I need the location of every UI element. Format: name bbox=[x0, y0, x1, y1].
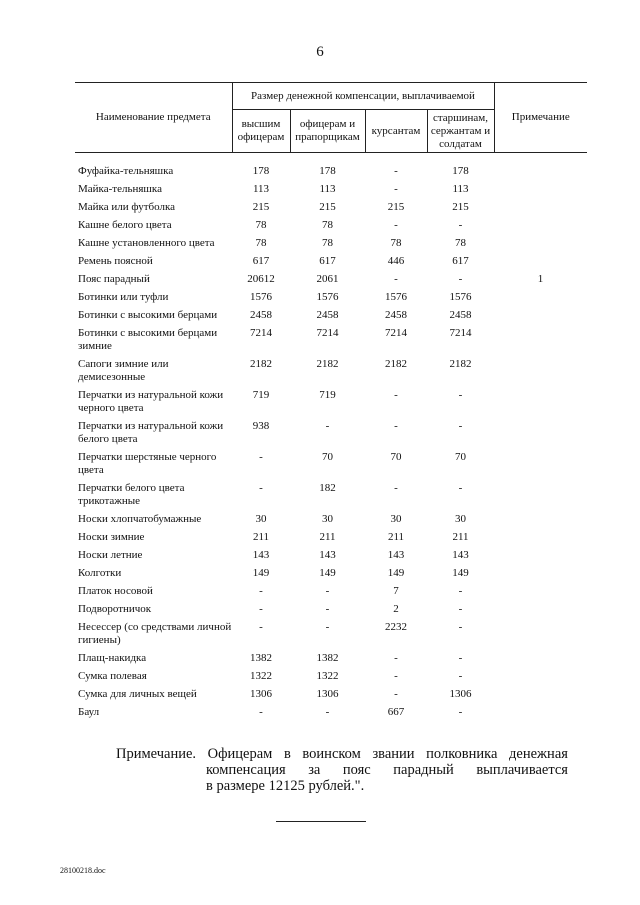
sergeants-soldiers-cell: - bbox=[458, 420, 463, 432]
senior-officers-cell: 143 bbox=[252, 549, 270, 561]
table-row bbox=[75, 567, 587, 585]
sergeants-soldiers-cell: - bbox=[458, 585, 463, 597]
cadets-cell: 446 bbox=[387, 255, 405, 267]
officers-warrant-cell: 143 bbox=[319, 549, 336, 561]
item-name-cell: Фуфайка-тельняшка bbox=[78, 165, 174, 177]
officers-warrant-cell: - bbox=[325, 706, 330, 718]
officers-warrant-cell: 2182 bbox=[316, 358, 339, 370]
senior-officers-cell: 2458 bbox=[250, 309, 272, 321]
officers-warrant-cell: 178 bbox=[319, 165, 336, 177]
officers-warrant-cell: 1576 bbox=[316, 291, 339, 303]
item-name-cell: Сумка для личных вещей bbox=[78, 688, 197, 700]
cadets-cell: - bbox=[394, 688, 398, 700]
table-row bbox=[75, 255, 587, 273]
officers-warrant-cell: 70 bbox=[322, 451, 333, 463]
item-name-cell: Носки хлопчатобумажные bbox=[78, 513, 202, 525]
note-cell bbox=[494, 389, 587, 420]
item-name-cell: Перчатки из натуральной кожи белого цвета bbox=[78, 420, 224, 445]
cadets-cell: - bbox=[394, 273, 398, 285]
senior-officers-cell: 1576 bbox=[250, 291, 272, 303]
cadets-cell: 70 bbox=[390, 451, 402, 463]
note-cell bbox=[494, 255, 587, 273]
officers-warrant-cell: 149 bbox=[319, 567, 336, 579]
cadets-cell: - bbox=[394, 183, 398, 195]
officers-warrant-cell: - bbox=[325, 603, 330, 615]
senior-officers-cell: 178 bbox=[252, 165, 270, 177]
cadets-cell: 149 bbox=[387, 567, 405, 579]
item-name-cell: Перчатки из натуральной кожи черного цвета bbox=[78, 389, 224, 414]
header-note: Примечание bbox=[494, 83, 587, 153]
footnote-word: за bbox=[308, 762, 321, 778]
item-name-cell: Сумка полевая bbox=[78, 670, 147, 682]
cadets-cell: 215 bbox=[387, 201, 405, 213]
table-row bbox=[75, 621, 587, 652]
cadets-cell: - bbox=[394, 389, 398, 401]
sergeants-soldiers-cell: 113 bbox=[452, 183, 469, 195]
table-row bbox=[75, 273, 587, 291]
footnote-word: парадный bbox=[393, 762, 454, 778]
officers-warrant-cell: - bbox=[325, 420, 330, 432]
item-name-cell: Кашне установленного цвета bbox=[78, 237, 215, 249]
senior-officers-cell: - bbox=[259, 482, 263, 494]
table-row bbox=[75, 706, 587, 724]
note-cell bbox=[494, 451, 587, 482]
page-number: 6 bbox=[316, 44, 324, 60]
table-row bbox=[75, 482, 587, 513]
officers-warrant-cell: 215 bbox=[319, 201, 336, 213]
table-body bbox=[75, 153, 587, 725]
cadets-cell: 78 bbox=[390, 237, 402, 249]
footnote-line-1 bbox=[116, 746, 568, 762]
cadets-cell: - bbox=[394, 670, 398, 682]
note-cell bbox=[494, 567, 587, 585]
item-name-cell: Ремень поясной bbox=[78, 255, 153, 267]
sergeants-soldiers-cell: 143 bbox=[452, 549, 469, 561]
sergeants-soldiers-cell: 1576 bbox=[449, 291, 472, 303]
cadets-cell: 2182 bbox=[385, 358, 407, 370]
cadets-cell: 7 bbox=[393, 585, 399, 597]
officers-warrant-cell: 617 bbox=[319, 255, 336, 267]
cadets-cell: 30 bbox=[390, 513, 402, 525]
sergeants-soldiers-cell: - bbox=[458, 652, 463, 664]
item-name-cell: Пояс парадный bbox=[78, 273, 150, 285]
table-row bbox=[75, 451, 587, 482]
cadets-cell: - bbox=[394, 482, 398, 494]
header-cadets: курсантам bbox=[365, 110, 427, 153]
table-row bbox=[75, 237, 587, 255]
table-row bbox=[75, 358, 587, 389]
note-cell: 1 bbox=[537, 273, 544, 285]
senior-officers-cell: - bbox=[259, 706, 263, 718]
item-name-cell: Майка или футболка bbox=[78, 201, 176, 213]
note-cell bbox=[494, 531, 587, 549]
header-senior-officers: высшим офицерам bbox=[232, 110, 290, 153]
cadets-cell: 211 bbox=[387, 531, 405, 543]
cadets-cell: 7214 bbox=[385, 327, 407, 339]
officers-warrant-cell: - bbox=[325, 585, 330, 597]
senior-officers-cell: 2182 bbox=[250, 358, 272, 370]
item-name-cell: Баул bbox=[78, 706, 100, 718]
item-name-cell: Майка-тельняшка bbox=[78, 183, 162, 195]
item-name-cell: Носки летние bbox=[78, 549, 143, 561]
senior-officers-cell: 78 bbox=[255, 219, 267, 231]
senior-officers-cell: 215 bbox=[252, 201, 270, 213]
senior-officers-cell: 113 bbox=[252, 183, 270, 195]
note-cell bbox=[494, 670, 587, 688]
note-cell bbox=[494, 603, 587, 621]
sergeants-soldiers-cell: - bbox=[458, 706, 463, 718]
note-cell bbox=[494, 585, 587, 603]
senior-officers-cell: 1306 bbox=[250, 688, 272, 700]
sergeants-soldiers-cell: 617 bbox=[452, 255, 469, 267]
senior-officers-cell: - bbox=[259, 603, 263, 615]
sergeants-soldiers-cell: 1306 bbox=[449, 688, 472, 700]
footnote-word: компенсация bbox=[206, 762, 286, 778]
note-cell bbox=[494, 183, 587, 201]
sergeants-soldiers-cell: - bbox=[458, 621, 463, 633]
footnote-word: пояс bbox=[342, 762, 371, 778]
note-cell bbox=[494, 291, 587, 309]
senior-officers-cell: 1322 bbox=[250, 670, 272, 682]
officers-warrant-cell: 7214 bbox=[316, 327, 339, 339]
table-row bbox=[75, 420, 587, 451]
footnote-label: Примечание. bbox=[116, 746, 197, 762]
table-row bbox=[75, 309, 587, 327]
footnote-word: полковника bbox=[426, 746, 498, 762]
table-row bbox=[75, 652, 587, 670]
sergeants-soldiers-cell: 2182 bbox=[449, 358, 472, 370]
cadets-cell: - bbox=[394, 165, 398, 177]
officers-warrant-cell: 2061 bbox=[316, 273, 339, 285]
note-cell bbox=[494, 652, 587, 670]
footnote-line-2 bbox=[116, 762, 568, 778]
cadets-cell: 667 bbox=[387, 706, 405, 718]
item-name-cell: Ботинки с высокими берцами зимние bbox=[78, 327, 218, 352]
note-cell bbox=[494, 482, 587, 513]
closing-rule bbox=[276, 821, 366, 822]
note-cell bbox=[494, 237, 587, 255]
item-name-cell: Носки зимние bbox=[78, 531, 145, 543]
item-name-cell: Колготки bbox=[78, 567, 122, 579]
compensation-table bbox=[75, 82, 587, 724]
sergeants-soldiers-cell: 78 bbox=[455, 237, 466, 249]
footnote-word: звании bbox=[372, 746, 415, 762]
item-name-cell: Несессер (со средствами личной гигиены) bbox=[78, 621, 232, 646]
footnote-word: денежная bbox=[509, 746, 568, 762]
header-compensation-group: Размер денежной компенсации, выплачиваемой bbox=[232, 83, 494, 110]
officers-warrant-cell: 78 bbox=[322, 237, 333, 249]
sergeants-soldiers-cell: 178 bbox=[452, 165, 469, 177]
cadets-cell: - bbox=[394, 219, 398, 231]
sergeants-soldiers-cell: 7214 bbox=[449, 327, 472, 339]
note-cell bbox=[494, 513, 587, 531]
note-cell bbox=[494, 153, 587, 184]
officers-warrant-cell: - bbox=[325, 621, 330, 633]
senior-officers-cell: 20612 bbox=[247, 273, 275, 285]
sergeants-soldiers-cell: - bbox=[458, 670, 463, 682]
cadets-cell: 2232 bbox=[385, 621, 407, 633]
sergeants-soldiers-cell: - bbox=[458, 482, 463, 494]
officers-warrant-cell: 182 bbox=[319, 482, 336, 494]
header-item-name: Наименование предмета bbox=[75, 83, 232, 153]
table-row bbox=[75, 389, 587, 420]
footnote-word: в bbox=[283, 746, 291, 762]
senior-officers-cell: 30 bbox=[255, 513, 267, 525]
item-name-cell: Ботинки с высокими берцами bbox=[78, 309, 218, 321]
sergeants-soldiers-cell: 70 bbox=[455, 451, 466, 463]
officers-warrant-cell: 1322 bbox=[316, 670, 339, 682]
note-cell bbox=[494, 688, 587, 706]
table-row bbox=[75, 201, 587, 219]
item-name-cell: Платок носовой bbox=[78, 585, 153, 597]
note-cell bbox=[494, 201, 587, 219]
footnote-line-3: в размере 12125 рублей.". bbox=[206, 778, 365, 794]
table-row bbox=[75, 549, 587, 567]
officers-warrant-cell: 30 bbox=[322, 513, 333, 525]
table-row bbox=[75, 291, 587, 309]
table-row bbox=[75, 688, 587, 706]
note-cell bbox=[494, 420, 587, 451]
sergeants-soldiers-cell: 2458 bbox=[449, 309, 472, 321]
table-row bbox=[75, 219, 587, 237]
officers-warrant-cell: 1382 bbox=[316, 652, 339, 664]
sergeants-soldiers-cell: 30 bbox=[455, 513, 466, 525]
item-name-cell: Плащ-накидка bbox=[78, 652, 147, 664]
table-row bbox=[75, 327, 587, 358]
officers-warrant-cell: 1306 bbox=[316, 688, 339, 700]
cadets-cell: - bbox=[394, 420, 398, 432]
cadets-cell: 1576 bbox=[385, 291, 407, 303]
table-row bbox=[75, 603, 587, 621]
cadets-cell: 143 bbox=[387, 549, 405, 561]
table-row bbox=[75, 585, 587, 603]
note-cell bbox=[494, 309, 587, 327]
footnote-word: Офицерам bbox=[207, 746, 273, 762]
senior-officers-cell: 1382 bbox=[250, 652, 272, 664]
sergeants-soldiers-cell: 211 bbox=[452, 531, 469, 543]
senior-officers-cell: - bbox=[259, 451, 263, 463]
senior-officers-cell: 719 bbox=[252, 389, 270, 401]
cadets-cell: - bbox=[394, 652, 398, 664]
table-row bbox=[75, 153, 587, 184]
sergeants-soldiers-cell: - bbox=[458, 603, 463, 615]
item-name-cell: Ботинки или туфли bbox=[78, 291, 169, 303]
footnote-word: выплачивается bbox=[476, 762, 568, 778]
sergeants-soldiers-cell: 149 bbox=[452, 567, 469, 579]
cadets-cell: 2458 bbox=[385, 309, 407, 321]
table-row bbox=[75, 183, 587, 201]
senior-officers-cell: 617 bbox=[252, 255, 270, 267]
footnote bbox=[116, 746, 568, 794]
senior-officers-cell: - bbox=[259, 621, 263, 633]
senior-officers-cell: 211 bbox=[252, 531, 270, 543]
note-cell bbox=[494, 549, 587, 567]
officers-warrant-cell: 78 bbox=[322, 219, 333, 231]
file-name: 28100218.doc bbox=[60, 866, 106, 875]
officers-warrant-cell: 211 bbox=[319, 531, 336, 543]
note-cell bbox=[494, 706, 587, 724]
header-officers-warrant: офицерам и прапорщикам bbox=[290, 110, 365, 153]
table-row bbox=[75, 531, 587, 549]
senior-officers-cell: 78 bbox=[255, 237, 267, 249]
senior-officers-cell: 7214 bbox=[250, 327, 272, 339]
sergeants-soldiers-cell: - bbox=[458, 389, 463, 401]
item-name-cell: Подворотничок bbox=[78, 603, 152, 615]
officers-warrant-cell: 2458 bbox=[316, 309, 339, 321]
sergeants-soldiers-cell: 215 bbox=[452, 201, 469, 213]
sergeants-soldiers-cell: - bbox=[458, 273, 463, 285]
footnote-word: воинском bbox=[302, 746, 361, 762]
officers-warrant-cell: 719 bbox=[319, 389, 336, 401]
table-row bbox=[75, 513, 587, 531]
item-name-cell: Кашне белого цвета bbox=[78, 219, 172, 231]
sergeants-soldiers-cell: - bbox=[458, 219, 463, 231]
note-cell bbox=[494, 327, 587, 358]
senior-officers-cell: 938 bbox=[252, 420, 270, 432]
note-cell bbox=[494, 621, 587, 652]
item-name-cell: Перчатки шерстяные черного цвета bbox=[78, 451, 217, 476]
senior-officers-cell: 149 bbox=[252, 567, 270, 579]
item-name-cell: Сапоги зимние или демисезонные bbox=[78, 358, 169, 383]
item-name-cell: Перчатки белого цвета трикотажные bbox=[78, 482, 185, 507]
note-cell bbox=[494, 219, 587, 237]
cadets-cell: 2 bbox=[393, 603, 399, 615]
table-row bbox=[75, 670, 587, 688]
senior-officers-cell: - bbox=[259, 585, 263, 597]
note-cell bbox=[494, 358, 587, 389]
header-sergeants-soldiers: старшинам, сержантам и солдатам bbox=[427, 110, 494, 153]
officers-warrant-cell: 113 bbox=[319, 183, 336, 195]
